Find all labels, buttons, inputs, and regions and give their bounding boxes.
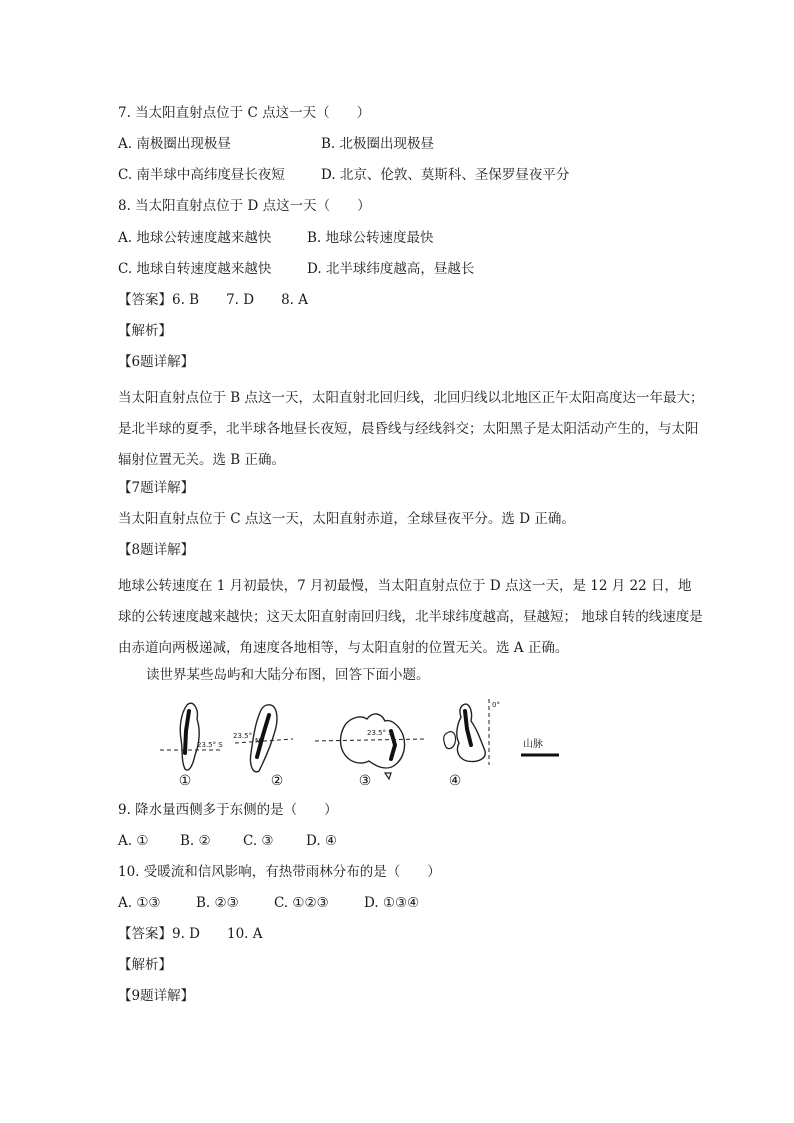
q7-option-a: A. 南极圈出现极昼 [118, 136, 231, 152]
map2-north-label: N [255, 737, 261, 745]
q7-options-row1 [118, 134, 704, 154]
q10-option-c: C. ①②③ [274, 895, 329, 911]
q10-stem: 10. 受暖流和信风影响，有热带雨林分布的是（ ） [118, 864, 441, 880]
q10-option-a: A. ①③ [118, 895, 161, 911]
figure-intro: 读世界某些岛屿和大陆分布图，回答下面小题。 [146, 667, 430, 683]
answer-6-8: 【答案】6. B 7. D 8. A [118, 292, 309, 308]
q7-detail-title: 【7题详解】 [118, 480, 195, 496]
map-2 [233, 705, 293, 789]
map-figure-svg [155, 695, 575, 790]
q8-detail-text: 地球公转速度在 1 月初最快，7 月初最慢，当太阳直射点位于 D 点这一天，是 12 月 22 日，地球的公转速度越来越快；这天太阳直射南回归线，北半球纬度越高，昼越短； 地球自转的线速度是由赤道向两极递减，角速度各地相等，与太阳直射的位置无关。选 A 正确。 [118, 578, 703, 656]
q8-options-row2 [118, 259, 704, 279]
map4-number: ④ [448, 773, 462, 789]
legend-mountain-label: 山脉 [523, 739, 543, 750]
map3-number: ③ [358, 773, 372, 789]
q9-option-b: B. ② [180, 833, 211, 849]
q9-detail-title: 【9题详解】 [118, 988, 195, 1004]
q8-detail-title: 【8题详解】 [118, 542, 195, 558]
q8-option-a: A. 地球公转速度越来越快 [118, 230, 272, 246]
q8-option-c: C. 地球自转速度越来越快 [118, 261, 272, 277]
map1-number: ① [178, 773, 192, 789]
q10-options [118, 893, 704, 913]
answer-9-10: 【答案】9. D 10. A [118, 926, 263, 942]
analysis-heading: 【解析】 [118, 323, 172, 339]
map1-latitude-label: 23.5° S [197, 741, 223, 749]
q10-option-b: B. ②③ [196, 895, 239, 911]
map-4 [444, 699, 500, 789]
q9-option-d: D. ④ [306, 833, 338, 849]
q8-option-b: B. 地球公转速度最快 [307, 230, 434, 246]
q9-option-c: C. ③ [243, 833, 274, 849]
q7-option-d: D. 北京、伦敦、莫斯科、圣保罗昼夜平分 [321, 167, 570, 183]
map-1 [160, 703, 223, 789]
q9-options [118, 831, 704, 851]
map2-number: ② [270, 773, 284, 789]
map4-longitude-label: 0° [492, 701, 500, 709]
analysis-heading-2: 【解析】 [118, 957, 172, 973]
legend [521, 737, 559, 755]
q9-option-a: A. ① [118, 833, 149, 849]
q9-stem: 9. 降水量西侧多于东侧的是（ ） [118, 802, 338, 818]
q7-options-row2 [118, 165, 704, 185]
q7-option-c: C. 南半球中高纬度昼长夜短 [118, 167, 285, 183]
q8-option-d: D. 北半球纬度越高，昼越长 [307, 261, 475, 277]
map-3 [315, 714, 425, 789]
q6-detail-title: 【6题详解】 [118, 354, 195, 370]
q7-detail-text: 当太阳直射点位于 C 点这一天，太阳直射赤道，全球昼夜平分。选 D 正确。 [118, 511, 575, 527]
q7-option-b: B. 北极圈出现极昼 [321, 136, 435, 152]
q7-stem: 7. 当太阳直射点位于 C 点这一天（ ） [118, 105, 371, 121]
islands-continents-figure [155, 695, 575, 790]
map2-latitude-label: 23.5° [233, 732, 253, 740]
q10-option-d: D. ①③④ [364, 895, 420, 911]
map3-latitude-label: 23.5° S [367, 729, 393, 737]
q6-detail-text: 当太阳直射点位于 B 点这一天，太阳直射北回归线，北回归线以北地区正午太阳高度达一年最大；是北半球的夏季，北半球各地昼长夜短，晨昏线与经线斜交；太阳黑子是太阳活动产生的，与太阳辐射位置无关。选 B 正确。 [118, 390, 704, 468]
q8-options-row1 [118, 228, 704, 248]
q8-stem: 8. 当太阳直射点位于 D 点这一天（ ） [118, 198, 371, 214]
